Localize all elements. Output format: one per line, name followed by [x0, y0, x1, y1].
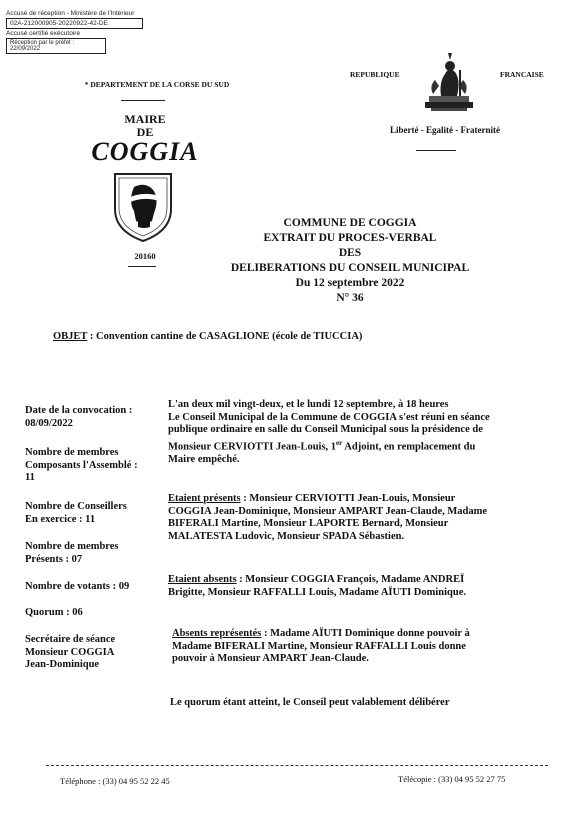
department-rule: [121, 100, 165, 101]
de-label: DE: [136, 125, 154, 139]
presents-line-1: [168, 493, 568, 506]
presents-line-2: COGGIA Jean-Dominique, Monsieur AMPART Jean-Claude, Madame: [168, 505, 488, 517]
absents-line-1: [168, 574, 568, 587]
represented-line-3: pouvoir à Monsieur AMPART Jean-Claude.: [172, 653, 369, 664]
absents-label: Etaient absents: [168, 574, 237, 585]
absents-paragraph: [168, 574, 568, 599]
secretaire-block: [25, 634, 165, 672]
objet-line: [53, 331, 362, 342]
intro-paragraph: [168, 399, 568, 466]
stamp-line-1: Accusé de réception - Ministère de l'Intérieur: [6, 10, 135, 17]
presents-count-value: Présents : 07: [25, 553, 83, 565]
title-date: Du 12 septembre 2022: [295, 277, 405, 289]
represented-paragraph: [172, 628, 572, 666]
title-deliberations: DELIBERATIONS DU CONSEIL MUNICIPAL: [230, 262, 470, 274]
conseillers-block: [25, 501, 165, 526]
absents-text-1: : Monsieur COGGIA François, Madame ANDREÏ: [236, 574, 465, 585]
title-number: N° 36: [336, 292, 364, 304]
membres-label-1: Nombre de membres: [25, 447, 119, 458]
represented-text-1: : Madame AÏUTI Dominique donne pouvoir à: [261, 628, 470, 639]
membres-value: 11: [25, 472, 35, 483]
represented-line-1: [172, 628, 572, 641]
postcode-rule: [128, 266, 156, 267]
intro-line-5: Maire empêché.: [168, 453, 240, 465]
intro-line-3: publique ordinaire en salle du Conseil Municipal sous la présidence de: [168, 424, 483, 435]
stamp-act-number: 02A-212000905-20220922-42-DE: [6, 18, 143, 29]
footer-telephone: Téléphone : (33) 04 95 52 22 45: [60, 776, 170, 786]
secretaire-name-2: Jean-Dominique: [25, 659, 100, 670]
footer-rule: [46, 765, 548, 766]
title-extrait: EXTRAIT DU PROCES-VERBAL: [263, 232, 437, 244]
intro-line-4b: Adjoint, en remplacement du: [342, 441, 476, 452]
presents-text-1: : Monsieur CERVIOTTI Jean-Louis, Monsieur: [240, 493, 456, 504]
presents-line-4: MALATESTA Ludovic, Monsieur SPADA Sébastien.: [168, 530, 405, 542]
department-label: * DEPARTEMENT DE LA CORSE DU SUD: [84, 80, 230, 89]
corsica-crest-logo: [112, 171, 174, 243]
intro-line-1: L'an deux mil vingt-deux, et le lundi 12 septembre, à 18 heures: [168, 399, 449, 410]
presents-line-3: BIFERALI Martine, Monsieur LAPORTE Bernard, Monsieur: [168, 518, 449, 529]
conseillers-label: Nombre de Conseillers: [25, 501, 127, 512]
stamp-line-3: Accusé certifié exécutoire: [6, 30, 81, 37]
absents-line-2: Brigitte, Monsieur RAFFALLI Louis, Madame AÏUTI Dominique.: [168, 586, 466, 598]
motto-rule: [416, 150, 456, 151]
conseillers-value: En exercice : 11: [25, 513, 96, 525]
secretaire-label: Secrétaire de séance: [25, 634, 116, 645]
represented-line-2: Madame BIFERALI Martine, Monsieur RAFFALLI Louis donne: [172, 640, 466, 652]
republique-label: REPUBLIQUE: [350, 70, 400, 79]
presents-block: [25, 541, 165, 566]
intro-line-4: [168, 437, 568, 454]
membres-block: [25, 447, 165, 485]
presents-count-label: Nombre de membres: [25, 541, 119, 552]
intro-superscript: er: [336, 438, 343, 447]
objet-text: : Convention cantine de CASAGLIONE (école de TIUCCIA): [87, 331, 363, 342]
receipt-stamp: [6, 10, 143, 54]
republic-motto: Liberté - Egalité - Fraternité: [390, 125, 500, 135]
represented-label: Absents représentés: [172, 628, 262, 639]
town-name: COGGIA: [91, 137, 199, 166]
stamp-reception-date: Réception par le préfet : 22/09/2022: [6, 38, 106, 54]
objet-label: OBJET: [53, 331, 88, 342]
francaise-label: FRANCAISE: [500, 70, 544, 79]
marianne-emblem-logo: [419, 52, 479, 114]
mairie-label: MAIRE: [124, 112, 166, 126]
postcode: 20160: [134, 251, 156, 261]
intro-line-2: Le Conseil Municipal de la Commune de COGGIA s'est réuni en séance: [168, 411, 490, 423]
quorum-count: Quorum : 06: [25, 607, 83, 618]
convocation-label: Date de la convocation :: [25, 405, 133, 416]
title-commune: COMMUNE DE COGGIA: [283, 217, 417, 229]
footer-telecopie: Télécopie : (33) 04 95 52 27 75: [398, 774, 506, 784]
presents-label: Etaient présents: [168, 493, 241, 504]
presents-paragraph: [168, 493, 568, 543]
convocation-value: 08/09/2022: [25, 417, 73, 429]
intro-line-4a: Monsieur CERVIOTTI Jean-Louis, 1: [168, 441, 337, 452]
votants-count: Nombre de votants : 09: [25, 581, 130, 592]
title-des: DES: [338, 247, 362, 259]
membres-label-2: Composants l'Assemblé :: [25, 459, 138, 471]
secretaire-name-1: Monsieur COGGIA: [25, 646, 115, 658]
quorum-sentence: Le quorum étant atteint, le Conseil peut valablement délibérer: [170, 697, 450, 708]
convocation-block: [25, 405, 165, 430]
